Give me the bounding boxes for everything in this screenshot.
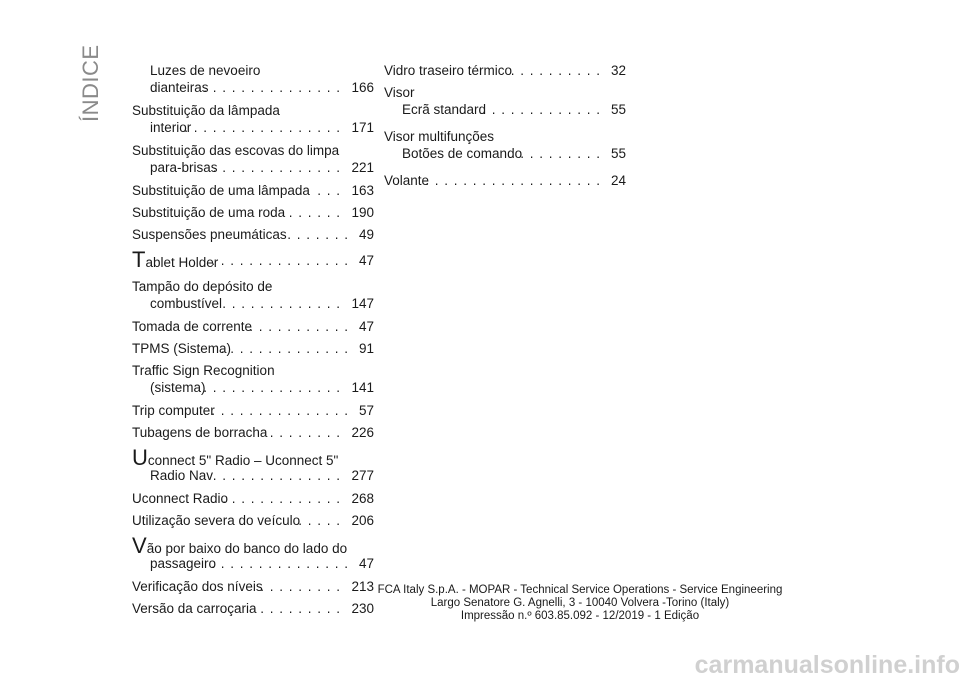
footer-print-number: Impressão n.º 603.85.092 - 12/2019 - 1 <box>460 610 661 622</box>
index-leader-dots: . . . . . . . . . . . . . <box>222 296 341 311</box>
index-entry <box>384 62 626 84</box>
index-entry-text <box>132 318 252 335</box>
index-leader-dots: . . . . . . . <box>287 227 349 242</box>
index-entry-line <box>132 379 374 396</box>
index-entry <box>132 204 374 226</box>
index-page-number: 47 <box>358 556 374 571</box>
footer-edition: Edição <box>663 610 700 622</box>
index-leader-dots: . . . . . . . . . . . <box>249 319 349 334</box>
index-entry-line <box>132 62 374 79</box>
index-entry-text <box>150 295 222 312</box>
index-leader-dots: . . . . . . . . . . . . . . . <box>211 253 349 268</box>
index-page-number: 147 <box>351 296 374 311</box>
index-entry-text <box>150 62 260 79</box>
index-entry-label: Trip computer <box>132 403 215 418</box>
index-entry <box>384 128 626 161</box>
index-page-number: 206 <box>351 513 374 528</box>
index-entry-line <box>132 445 374 470</box>
index-leader-dots: . . . . . . . . . . . . . <box>482 102 601 117</box>
index-entry-line <box>132 247 374 272</box>
index-entry-line <box>384 172 626 189</box>
index-page-number: 230 <box>351 601 374 616</box>
index-entry-line <box>132 79 374 96</box>
index-entry-line <box>132 340 374 357</box>
index-entry-label: Substituição das escovas do limpa <box>132 143 340 158</box>
index-page-number: 91 <box>358 341 374 356</box>
index-page-number: 141 <box>351 380 374 395</box>
index-letter-initial: U <box>132 445 148 470</box>
index-leader-dots: . . . . . . . . . . . . . <box>222 491 341 506</box>
index-entry-line <box>384 84 626 101</box>
index-entry-label: (sistema) <box>150 380 206 395</box>
index-entry-line <box>132 182 374 199</box>
index-page-number: 47 <box>358 319 374 334</box>
index-entry-text <box>132 340 231 357</box>
index-leader-dots: . . . . . . . . . <box>520 146 601 161</box>
index-entry-label: para-brisas <box>150 160 218 175</box>
index-entry-label: Ecrã standard <box>402 102 487 117</box>
index-entry <box>132 490 374 512</box>
index-entry-line <box>132 295 374 312</box>
index-entry-line <box>132 318 374 335</box>
index-entry-text <box>132 182 310 199</box>
index-entry-text <box>402 101 486 118</box>
index-entry-label: ão por baixo do banco do lado do <box>146 541 348 556</box>
index-entry-label: passageiro <box>150 556 217 571</box>
index-entry <box>132 318 374 340</box>
index-entry <box>132 512 374 534</box>
index-entry <box>132 142 374 175</box>
index-entry <box>132 533 374 571</box>
index-leader-dots: . . . . . . <box>288 205 341 220</box>
index-letter-initial: T <box>132 247 146 272</box>
index-entry-text <box>132 424 267 441</box>
index-entry-label: Visor multifunções <box>384 129 495 144</box>
index-page-number: 55 <box>610 102 626 117</box>
index-entry-line <box>132 226 374 243</box>
index-entry-label: Radio Nav <box>150 468 214 483</box>
index-entry-label: Volante <box>384 173 430 188</box>
index-letter-initial: V <box>132 533 147 558</box>
index-entry-label: Uconnect Radio <box>132 491 229 506</box>
index-leader-dots: . . . . . . . . . . . . . . <box>220 341 349 356</box>
index-entry-line <box>132 512 374 529</box>
index-entry-text <box>150 555 216 572</box>
index-entry-label: combustível <box>150 296 223 311</box>
index-entry-label: Versão da carroçaria <box>132 601 257 616</box>
index-entry <box>132 340 374 362</box>
index-leader-dots: . . . . . . . . . <box>260 579 341 594</box>
index-entry-line <box>132 159 374 176</box>
index-entry-label: TPMS (Sistema) <box>132 341 232 356</box>
index-entry-label: Traffic Sign Recognition <box>132 363 275 378</box>
index-leader-dots: . . . . . <box>298 513 341 528</box>
index-entry-text <box>150 79 209 96</box>
index-entry-line <box>384 101 626 118</box>
index-page-number: 213 <box>351 579 374 594</box>
index-entry-label: Substituição da lâmpada <box>132 103 280 118</box>
index-entry-text <box>132 512 300 529</box>
index-entry-line <box>132 555 374 572</box>
index-page-number: 226 <box>351 425 374 440</box>
index-page-number: 24 <box>610 173 626 188</box>
index-leader-dots: . . . . . . . . . . . . . . . <box>203 80 341 95</box>
index-entry <box>384 84 626 117</box>
index-entry-text <box>132 142 339 159</box>
index-entry-text <box>132 102 280 119</box>
index-entry <box>132 102 374 135</box>
index-entry-text <box>150 159 218 176</box>
index-entry-line <box>132 533 374 558</box>
index-leader-dots: . . . . . . . . . . <box>510 63 601 78</box>
index-leader-dots: . . . . . . . . . . . . . . . <box>211 403 349 418</box>
index-entry <box>132 62 374 95</box>
index-page-number: 49 <box>358 227 374 242</box>
index-side-title: ÍNDICE <box>78 44 103 122</box>
index-entry <box>132 424 374 446</box>
index-entry-line <box>384 128 626 145</box>
index-entry-text <box>132 226 287 243</box>
index-entry-line <box>132 490 374 507</box>
index-entry-text <box>132 402 215 419</box>
index-entry-label: Substituição de uma lâmpada <box>132 183 310 198</box>
index-leader-dots: . . . . . . . . . . . . . . . . . <box>184 120 341 135</box>
index-entry <box>132 445 374 483</box>
index-entry-text <box>132 278 272 295</box>
index-leader-dots: . . . . . . . . . <box>260 601 341 616</box>
index-entry <box>132 362 374 395</box>
index-entry-line <box>132 424 374 441</box>
index-leader-dots: . . . <box>317 183 341 198</box>
index-entry-label: connect 5" Radio – Uconnect 5" <box>147 453 339 468</box>
index-entry-label: ablet Holder <box>145 255 219 270</box>
index-entry-label: Tampão do depósito de <box>132 279 273 294</box>
index-entry <box>384 172 626 194</box>
index-page-number: 55 <box>610 146 626 161</box>
index-page-number: 171 <box>351 120 374 135</box>
footer-line-address: Largo Senatore G. Agnelli, 3 - 10040 Volvera -Torino (Italy) <box>430 597 730 609</box>
index-entry-text <box>384 84 415 101</box>
index-entry <box>132 278 374 311</box>
index-entry-label: Verificação dos níveis <box>132 579 263 594</box>
index-leader-dots: . . . . . . . . . . . . . . . <box>203 380 341 395</box>
index-leader-dots: . . . . . . . . . . . . . . . . . . . <box>425 173 601 188</box>
index-entry <box>132 402 374 424</box>
index-page-number: 163 <box>351 183 374 198</box>
index-entry-line <box>384 145 626 162</box>
index-entry-label: interior <box>150 120 192 135</box>
index-entry-text <box>132 247 219 272</box>
index-entry-line <box>132 402 374 419</box>
index-page-number: 166 <box>351 80 374 95</box>
index-entry-label: Vidro traseiro térmico <box>384 63 513 78</box>
index-entry-text <box>384 62 512 79</box>
index-page-number: 57 <box>358 403 374 418</box>
index-page-number: 32 <box>610 63 626 78</box>
index-entry-line <box>132 119 374 136</box>
index-entry-text <box>132 204 285 221</box>
index-entry-text <box>132 490 228 507</box>
index-page-number: 268 <box>351 491 374 506</box>
index-entry-label: Tubagens de borracha <box>132 425 268 440</box>
index-entry-text <box>384 128 494 145</box>
watermark: carmanualsonline.info <box>694 651 960 679</box>
index-leader-dots: . . . . . . . . <box>269 425 341 440</box>
index-entry-text <box>150 467 213 484</box>
index-page-number: 221 <box>351 160 374 175</box>
index-entry-line <box>132 362 374 379</box>
footer-line-company: FCA Italy S.p.A. - MOPAR - Technical Service Operations - Service Engineering <box>377 584 783 596</box>
index-entry-label: Substituição de uma roda <box>132 205 286 220</box>
index-entry-line <box>132 204 374 221</box>
index-entry-text <box>132 362 275 379</box>
index-leader-dots: . . . . . . . . . . . . . . <box>212 160 341 175</box>
index-entry <box>132 247 374 274</box>
index-entry-label: Suspensões pneumáticas <box>132 227 287 242</box>
index-leader-dots: . . . . . . . . . . . . . . <box>212 468 341 483</box>
index-entry-label: dianteiras <box>150 80 209 95</box>
index-entry-label: Visor <box>384 85 415 100</box>
index-entry-line <box>384 62 626 79</box>
index-entry-label: Luzes de nevoeiro <box>150 63 261 78</box>
index-entry-text <box>402 145 522 162</box>
index-page-number: 277 <box>351 468 374 483</box>
index-entry-line <box>132 467 374 484</box>
index-leader-dots: . . . . . . . . . . . . . . . <box>211 556 349 571</box>
index-entry <box>132 182 374 204</box>
index-page-number: 190 <box>351 205 374 220</box>
index-entry-line <box>132 278 374 295</box>
footer-line-print <box>200 610 960 623</box>
index-entry-text <box>384 172 429 189</box>
index-entry-line <box>132 102 374 119</box>
index-entry-label: Tomada de corrente <box>132 319 253 334</box>
index-entry-label: Botões de comando <box>402 146 523 161</box>
index-entry-text <box>150 379 206 396</box>
index-entry <box>132 226 374 248</box>
index-entry-label: Utilização severa do veículo <box>132 513 301 528</box>
index-page-number: 47 <box>358 253 374 268</box>
index-entry-line <box>132 142 374 159</box>
